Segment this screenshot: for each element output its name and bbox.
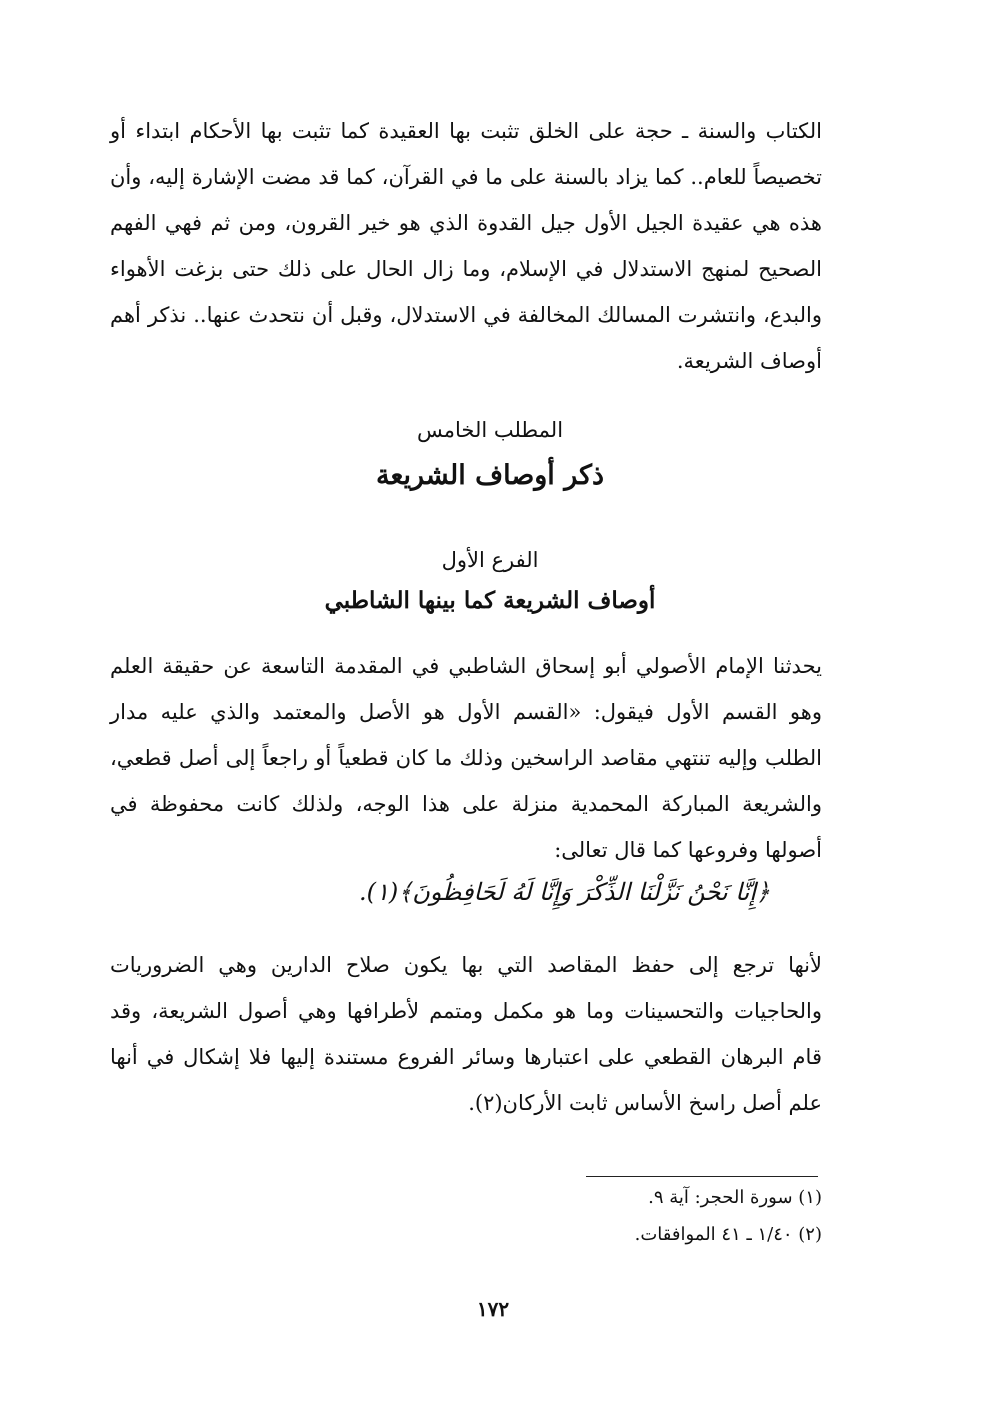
footnote-divider <box>586 1176 818 1177</box>
branch-label: الفرع الأول <box>441 548 539 572</box>
branch-title: أوصاف الشريعة كما بينها الشاطبي <box>324 587 656 614</box>
quran-verse: ﴿إِنَّا نَحْنُ نَزَّلْنَا الذِّكْرَ وَإِنَّا لَهُ لَحَافِظُونَ﴾(١). <box>358 878 770 906</box>
intro-paragraph: الكتاب والسنة ـ حجة على الخلق تثبت بها العقيدة كما تثبت بها الأحكام ابتداء أو تخصيصاً للعام.. كما يزاد بالسنة على ما في القرآن، كما قد مضت الإشارة إليه، وأن هذه هي عقيدة الجيل الأول جيل القدوة الذي هو خير القرون، ومن ثم فهي الفهم الصحيح لمنهج الاستدلال في الإسلام، وما زال الحال على ذلك حتى بزغت الأهواء والبدع، وانتشرت المسالك المخالفة في الاستدلال، وقبل أن نتحدث عنها.. نذكر أهم أوصاف الشريعة. <box>110 119 822 373</box>
page-number: ١٧٢ <box>476 1297 510 1321</box>
conclusion-paragraph: لأنها ترجع إلى حفظ المقاصد التي بها يكون صلاح الدارين وهي الضروريات والحاجيات والتحسينات وما هو مكمل ومتمم لأطرافها وهي أصول الشريعة، وقد قام البرهان القطعي على اعتبارها وسائر الفروع مستندة إليها فلا إشكال في أنها علم أصل راسخ الأساس ثابت الأركان(٢). <box>110 953 822 1115</box>
footnote-1: (١) سورة الحجر: آية ٩. <box>648 1187 822 1208</box>
section-label: المطلب الخامس <box>416 418 564 442</box>
section-title: ذكر أوصاف الشريعة <box>376 460 604 491</box>
shatibi-quote-paragraph: يحدثنا الإمام الأصولي أبو إسحاق الشاطبي في المقدمة التاسعة عن حقيقة العلم وهو القسم الأول فيقول: «القسم الأول هو الأصل والمعتمد والذي عليه مدار الطلب وإليه تنتهي مقاصد الراسخين وذلك ما كان قطعياً أو راجعاً إلى أصل قطعي، والشريعة المباركة المحمدية منزلة على هذا الوجه، ولذلك كانت محفوظة في أصولها وفروعها كما قال تعالى: <box>110 654 822 862</box>
footnote-2: (٢) ١/٤٠ ـ ٤١ الموافقات. <box>634 1224 822 1245</box>
